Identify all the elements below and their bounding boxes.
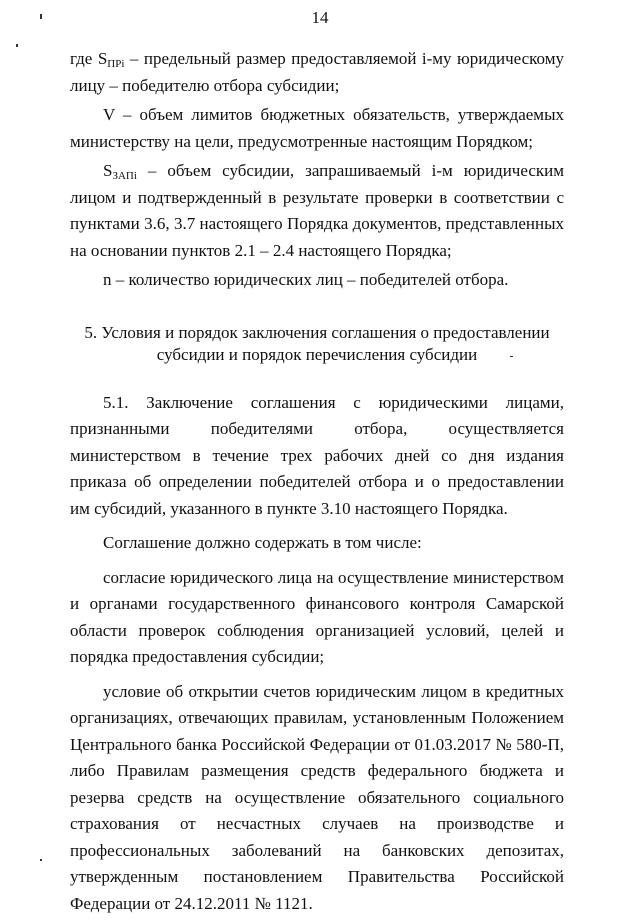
definition-s-pr: где $S_{ПРi}$ – предельный размер предоставляемой i-му юридическому лицу – победителю отбора субсидии; (70, 49, 564, 95)
page-number: 14 (311, 8, 329, 27)
section-heading (70, 322, 564, 366)
definition-v: V – объем лимитов бюджетных обязательств, утверждаемых министерству на цели, предусмотренные настоящим Порядком; (70, 105, 564, 151)
symbol: S (97, 49, 108, 68)
scan-artifact (40, 859, 42, 861)
document-body (70, 46, 564, 920)
paragraph-consent: согласие юридического лица на осуществление министерством и органами государственного финансового контроля Самарской области проверок соблюдения организацией условий, целей и порядка предоставления субсидии; (70, 567, 564, 666)
section-heading-line-1: 5. Условия и порядок заключения соглашения о предоставлении (84, 322, 550, 342)
definition-n: n – количество юридических лиц – победителей отбора. (103, 270, 509, 289)
scan-artifact (16, 44, 18, 47)
paragraph-accounts-condition: условие об открытии счетов юридическим лицом в кредитных организациях, отвечающих правилам, установленным Положением Центрального банка Российской Федерации от 01.03.2017 № 580-П, либо Правилам размещения средств федерального бюджета и резерва средств на осуществление обязательного социального страхования от несчастных случаев на производстве и профессиональных заболеваний на банковских депозитах, утвержденным постановлением Правительства Российской Федерации от 24.12.2011 № 1121. (70, 681, 564, 913)
paragraph-agreement-contents: Соглашение должно содержать в том числе: (103, 533, 422, 552)
symbol: V (103, 105, 115, 124)
symbol: S (103, 161, 113, 180)
section-heading-line-2: субсидии и порядок перечисления субсидии (156, 344, 478, 364)
paragraph-5-1: 5.1. Заключение соглашения с юридическими лицами, признанными победителями отбора, осуществляется министерством в течение трех рабочих дней со дня издания приказа об определении победителей отбора и о предоставлении им субсидий, указанного в пункте 3.10 настоящего Порядка. (70, 392, 564, 518)
definition-s-zap: $S_{ЗАПi}$ – объем субсидии, запрашиваемый i-м юридическим лицом и подтвержденный в результате проверки в соответствии с пунктами 3.6, 3.7 настоящего Порядка документов, представленных на основании пунктов 2.1 – 2.4 настоящего Порядка; (70, 161, 564, 260)
symbol-subscript: ЗАПi (112, 170, 137, 182)
symbol-subscript: ПРi (107, 58, 125, 70)
symbol: n (103, 270, 112, 289)
